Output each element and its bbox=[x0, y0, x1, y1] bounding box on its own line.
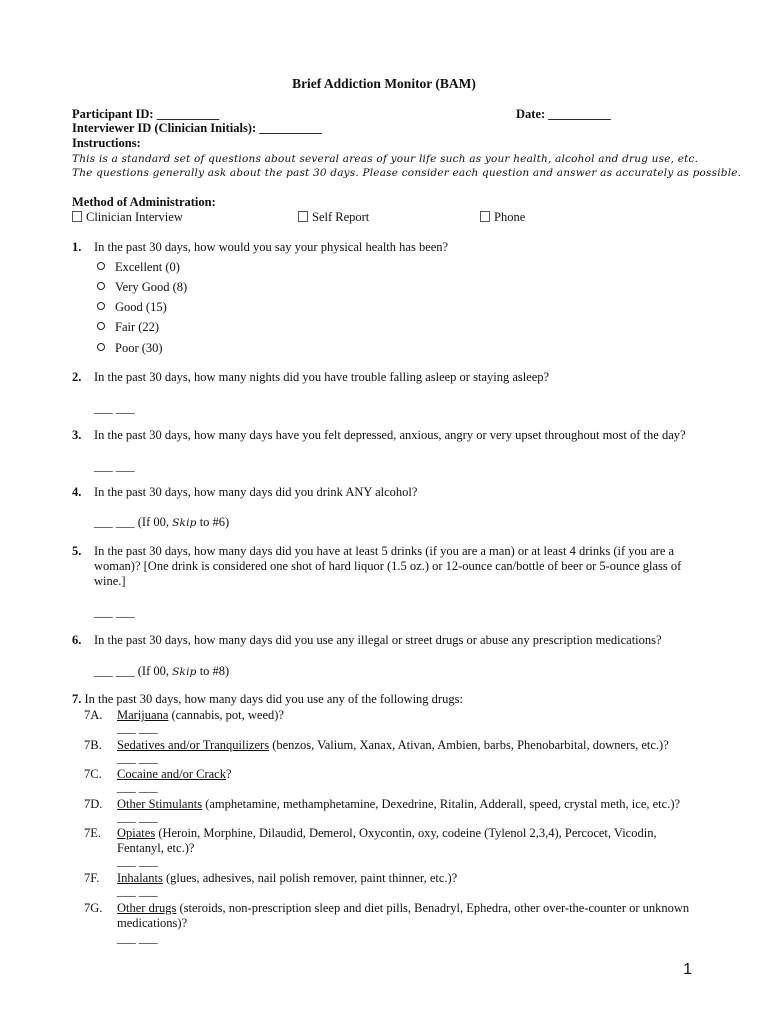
drug-examples: (benzos, Valium, Xanax, Ativan, Ambien, barbs, Phenobarbital, downers, etc.)? bbox=[269, 738, 669, 752]
q7f-label: 7F. bbox=[84, 871, 100, 885]
q7d-text bbox=[117, 797, 697, 812]
question-number: 2. bbox=[72, 370, 82, 384]
skip-target: to #6) bbox=[196, 515, 230, 529]
q7g-text bbox=[117, 901, 697, 931]
question-number: 6. bbox=[72, 633, 82, 647]
answer-blank-text: ___ ___ (If 00, bbox=[94, 664, 173, 678]
q7f-text bbox=[117, 871, 697, 886]
drug-examples: ? bbox=[225, 767, 232, 781]
question-7-text: In the past 30 days, how many days did you use any of the following drugs: bbox=[84, 692, 463, 706]
question-number: 5. bbox=[72, 544, 82, 558]
q1-option-good[interactable] bbox=[97, 300, 167, 315]
q7e-label: 7E. bbox=[84, 826, 102, 840]
instructions-label: Instructions: bbox=[72, 136, 141, 150]
option-label: Excellent (0) bbox=[115, 260, 180, 274]
method-option-clinician[interactable] bbox=[72, 210, 183, 225]
q7b-answer-blank[interactable]: ___ ___ bbox=[117, 751, 158, 765]
method-option-phone[interactable] bbox=[480, 210, 525, 225]
q1-option-fair[interactable] bbox=[97, 320, 159, 335]
q7d-label: 7D. bbox=[84, 797, 103, 811]
question-7-heading bbox=[72, 692, 463, 707]
q3-answer-blank[interactable]: ___ ___ bbox=[94, 459, 135, 473]
checkbox-icon[interactable] bbox=[480, 211, 490, 222]
page-number: 1 bbox=[683, 961, 692, 978]
instructions-text-1: This is a standard set of questions about several areas of your life such as your health, alcohol and drug use, etc. bbox=[72, 153, 699, 165]
question-number: 4. bbox=[72, 485, 82, 499]
drug-name: Inhalants bbox=[117, 871, 163, 885]
checkbox-icon[interactable] bbox=[298, 211, 308, 222]
drug-examples: (glues, adhesives, nail polish remover, paint thinner, etc.)? bbox=[162, 871, 458, 885]
option-label: Fair (22) bbox=[115, 320, 160, 334]
q7c-text bbox=[117, 767, 697, 782]
q1-option-excellent[interactable] bbox=[97, 260, 180, 275]
document-title: Brief Addiction Monitor (BAM) bbox=[292, 76, 476, 91]
question-6-text: In the past 30 days, how many days did you use any illegal or street drugs or abuse any prescription medications? bbox=[94, 633, 662, 647]
answer-blank-text: ___ ___ (If 00, bbox=[94, 515, 173, 529]
q7b-label: 7B. bbox=[84, 738, 102, 752]
question-4-text: In the past 30 days, how many days did you drink ANY alcohol? bbox=[94, 485, 418, 499]
interviewer-id-field[interactable]: Interviewer ID (Clinician Initials): __________ bbox=[72, 121, 322, 135]
drug-examples: (amphetamine, methamphetamine, Dexedrine, Ritalin, Adderall, speed, crystal meth, ice, etc.)? bbox=[202, 797, 681, 811]
q7e-answer-blank[interactable]: ___ ___ bbox=[117, 854, 158, 868]
q7g-label: 7G. bbox=[84, 901, 103, 915]
drug-examples: (steroids, non-prescription sleep and diet pills, Benadryl, Ephedra, other over-the-counter or unknown medications)? bbox=[117, 901, 690, 930]
method-option-label: Self Report bbox=[312, 210, 370, 224]
radio-icon[interactable] bbox=[97, 282, 105, 290]
question-number: 1. bbox=[72, 240, 82, 254]
radio-icon[interactable] bbox=[97, 302, 105, 310]
method-label: Method of Administration: bbox=[72, 195, 216, 209]
option-label: Good (15) bbox=[115, 300, 167, 314]
option-label: Very Good (8) bbox=[115, 280, 188, 294]
q2-answer-blank[interactable]: ___ ___ bbox=[94, 401, 135, 415]
radio-icon[interactable] bbox=[97, 262, 105, 270]
question-5-text: In the past 30 days, how many days did you have at least 5 drinks (if you are a man) or at least 4 drinks (if you are a woman)? [One drink is considered one shot of hard liquor (1.5 oz.) or 12-ounce can/bottle of beer or 5-ounce glass of wine.] bbox=[94, 544, 682, 588]
date-field[interactable]: Date: __________ bbox=[516, 107, 611, 121]
drug-name: Other Stimulants bbox=[117, 797, 203, 811]
q7e-text bbox=[117, 826, 697, 856]
drug-name: Sedatives and/or Tranquilizers bbox=[117, 738, 270, 752]
q5-answer-blank[interactable]: ___ ___ bbox=[94, 605, 135, 619]
drug-examples: (Heroin, Morphine, Dilaudid, Demerol, Oxycontin, oxy, codeine (Tylenol 2,3,4), Percocet, Vicodin, Fentanyl, etc.)? bbox=[117, 826, 657, 855]
q7a-text bbox=[117, 708, 697, 723]
q7a-label: 7A. bbox=[84, 708, 103, 722]
q6-answer-blank[interactable] bbox=[94, 664, 229, 680]
q7g-answer-blank[interactable]: ___ ___ bbox=[117, 931, 158, 945]
q7c-label: 7C. bbox=[84, 767, 102, 781]
radio-icon[interactable] bbox=[97, 322, 105, 330]
instructions-text-2: The questions generally ask about the past 30 days. Please consider each question and answer as accurately as possible. bbox=[72, 167, 742, 179]
q1-option-poor[interactable] bbox=[97, 341, 163, 356]
option-label: Poor (30) bbox=[115, 341, 163, 355]
checkbox-icon[interactable] bbox=[72, 211, 82, 222]
drug-name: Opiates bbox=[117, 826, 156, 840]
method-option-self-report[interactable] bbox=[298, 210, 369, 225]
q4-answer-blank[interactable] bbox=[94, 515, 229, 531]
q7f-answer-blank[interactable]: ___ ___ bbox=[117, 884, 158, 898]
q1-option-very-good[interactable] bbox=[97, 280, 187, 295]
drug-examples: (cannabis, pot, weed)? bbox=[168, 708, 284, 722]
question-1-text: In the past 30 days, how would you say your physical health has been? bbox=[94, 240, 449, 254]
skip-target: to #8) bbox=[196, 664, 230, 678]
skip-label: Skip bbox=[172, 666, 197, 678]
q7a-answer-blank[interactable]: ___ ___ bbox=[117, 721, 158, 735]
drug-name: Cocaine and/or Crack bbox=[117, 767, 226, 781]
question-3-text: In the past 30 days, how many days have you felt depressed, anxious, angry or very upset throughout most of the day? bbox=[94, 428, 686, 442]
skip-label: Skip bbox=[172, 517, 197, 529]
drug-name: Other drugs bbox=[117, 901, 177, 915]
method-option-label: Clinician Interview bbox=[86, 210, 183, 224]
participant-id-field[interactable]: Participant ID: __________ bbox=[72, 107, 220, 121]
q7d-answer-blank[interactable]: ___ ___ bbox=[117, 810, 158, 824]
question-number: 3. bbox=[72, 428, 82, 442]
method-option-label: Phone bbox=[494, 210, 526, 224]
question-2-text: In the past 30 days, how many nights did you have trouble falling asleep or staying asleep? bbox=[94, 370, 550, 384]
radio-icon[interactable] bbox=[97, 343, 105, 351]
q7b-text bbox=[117, 738, 697, 753]
q7c-answer-blank[interactable]: ___ ___ bbox=[117, 780, 158, 794]
question-number: 7. bbox=[72, 692, 82, 706]
drug-name: Marijuana bbox=[117, 708, 169, 722]
